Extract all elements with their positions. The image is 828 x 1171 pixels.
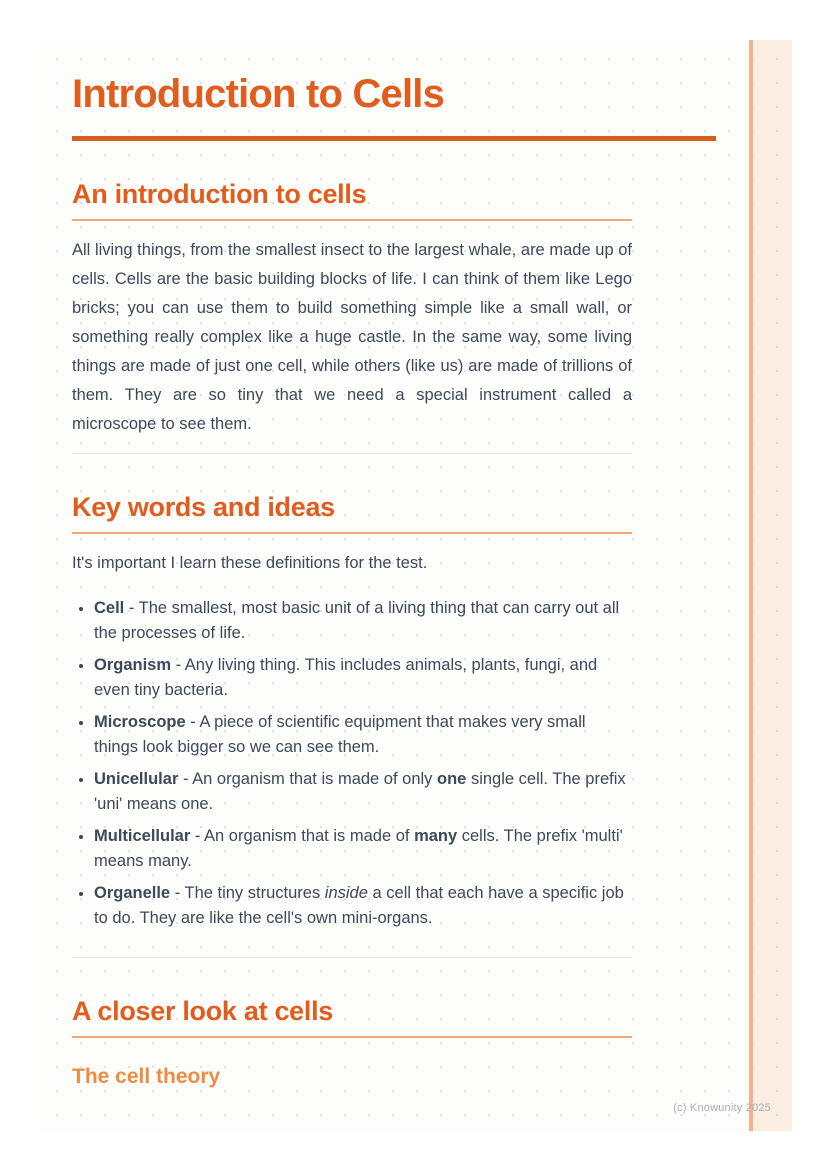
subheading-cell-theory: The cell theory	[72, 1065, 221, 1088]
keyword-item	[94, 824, 632, 874]
intro-paragraph: All living things, from the smallest insect to the largest whale, are made up of cells. Cells are the basic building blocks of life. I can think of them like Lego bricks; you can use them to build something simple like a small wall, or something really complex like a huge castle. In the same way, some living things are made of just one cell, while others (like us) are made of trillions of them. They are so tiny that we need a special instrument called a microscope to see them.	[72, 241, 632, 433]
keyword-definition-part: single cell. The prefix 'uni' means one.	[94, 770, 626, 813]
keyword-definition-part: - The tiny structures	[170, 884, 325, 902]
document-content	[72, 70, 716, 1090]
keyword-term: Organelle	[94, 884, 171, 902]
keyword-definition-part: cells. The prefix 'multi' means many.	[94, 827, 623, 870]
keyword-definition-part: - The smallest, most basic unit of a living thing that can carry out all the processes of life.	[94, 599, 620, 642]
keyword-term: Cell	[94, 599, 125, 617]
keyword-item	[94, 596, 632, 646]
keywords-lead: It's important I learn these definitions for the test.	[72, 554, 428, 572]
keyword-definition-part: - An organism that is made of	[190, 827, 415, 845]
keyword-term: Unicellular	[94, 770, 179, 788]
keyword-term: Organism	[94, 656, 172, 674]
keyword-definition-part: - Any living thing. This includes animals, plants, fungi, and even tiny bacteria.	[94, 656, 598, 699]
keyword-term: Microscope	[94, 713, 186, 731]
keyword-definition-part: many	[414, 827, 458, 845]
footer-credit: (c) Knowunity 2025	[673, 1102, 771, 1114]
keyword-definition-part: one	[437, 770, 467, 788]
keyword-definition-part: inside	[324, 884, 368, 902]
keyword-item	[94, 710, 632, 760]
section-heading-keywords: Key words and ideas	[72, 490, 632, 534]
page-title: Introduction to Cells	[72, 72, 445, 116]
keyword-definition-part: - A piece of scientific equipment that makes very small things look bigger so we can see them.	[94, 713, 586, 756]
keyword-list	[72, 596, 632, 931]
keyword-definition-part: - An organism that is made of only	[178, 770, 438, 788]
section-heading-intro: An introduction to cells	[72, 177, 632, 221]
keyword-item	[94, 653, 632, 703]
keyword-item	[94, 881, 632, 931]
margin-stripe	[749, 40, 792, 1131]
keyword-term: Multicellular	[94, 827, 191, 845]
section-divider	[72, 957, 632, 958]
section-divider	[72, 453, 632, 454]
section-heading-closer-look: A closer look at cells	[72, 994, 632, 1038]
keyword-definition-part: a cell that each have a specific job to do. They are like the cell's own mini-organs.	[94, 884, 624, 927]
title-rule	[72, 136, 716, 141]
keyword-item	[94, 767, 632, 817]
